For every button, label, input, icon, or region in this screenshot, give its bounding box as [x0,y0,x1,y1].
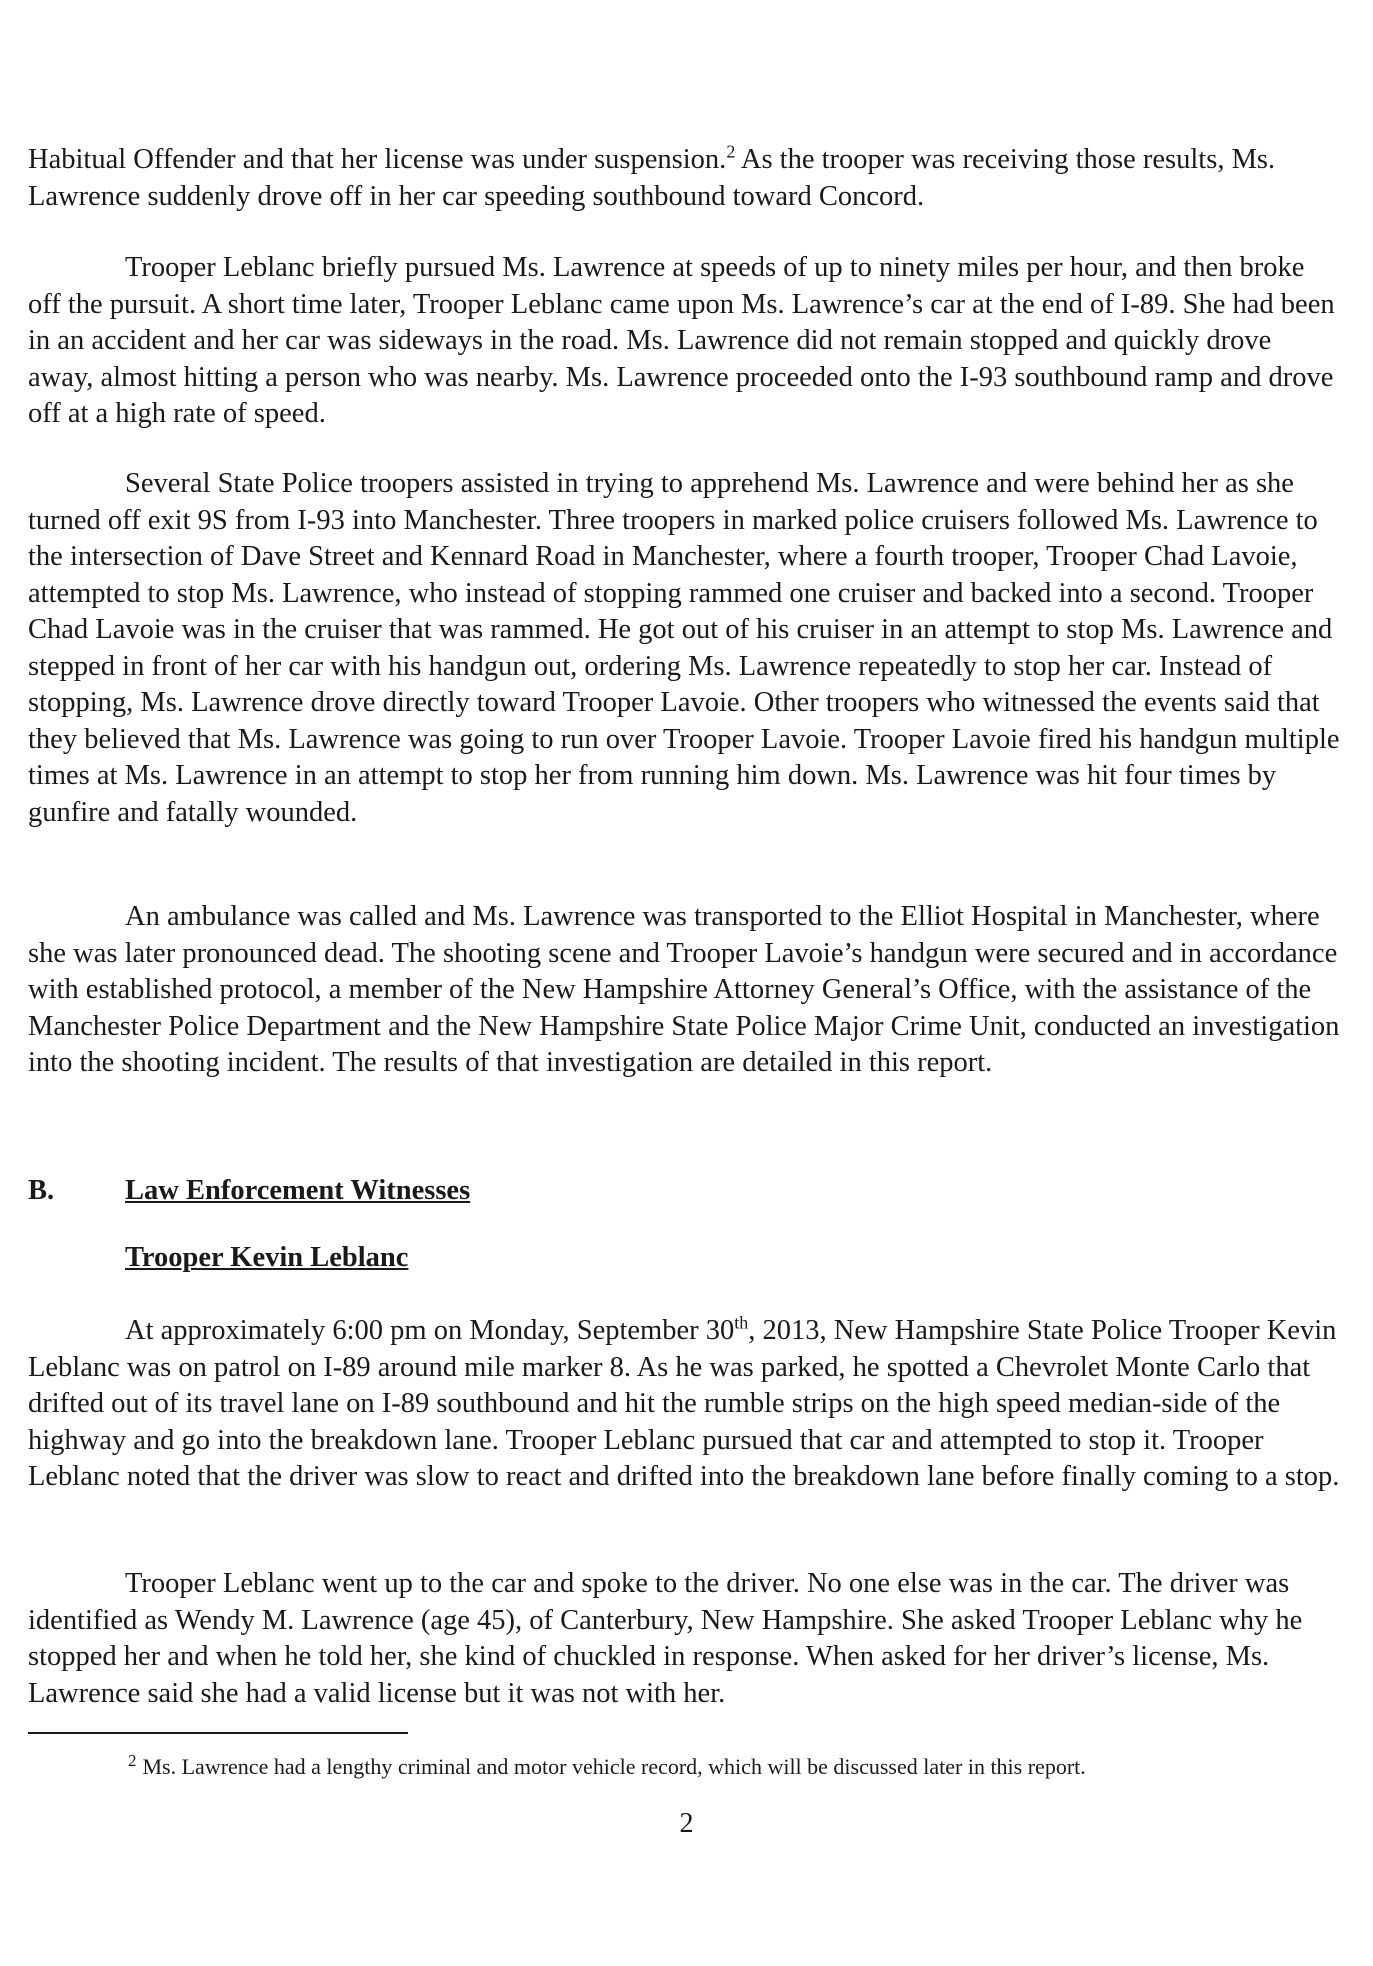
footnote-mark: 2 [128,1750,137,1770]
paragraph-apprehension: Several State Police troopers assisted in trying to apprehend Ms. Lawrence and were behind her as she turned off exit 9S from I-93 into Manchester. Three troopers in marked police cruisers followed Ms. Lawrence to the intersection of Dave Street and Kennard Road in Manchester, where a fourth trooper, Trooper Chad Lavoie, attempted to stop Ms. Lawrence, who instead of stopping rammed one cruiser and backed into a second. Trooper Chad Lavoie was in the cruiser that was rammed. He got out of his cruiser in an attempt to stop Ms. Lawrence and stepped in front of her car with his handgun out, ordering Ms. Lawrence repeatedly to stop her car. Instead of stopping, Ms. Lawrence drove directly toward Trooper Lavoie. Other troopers who witnessed the events said that they believed that Ms. Lawrence was going to run over Trooper Lavoie. Trooper Lavoie fired his handgun multiple times at Ms. Lawrence in an attempt to stop her from running him down. Ms. Lawrence was hit four times by gunfire and fatally wounded. [28,468,1340,828]
paragraph-habitual-offender [28,142,1340,215]
footnote-divider [28,1732,408,1734]
footnote [128,1752,1328,1782]
date-ordinal-suffix: th [734,1312,749,1333]
paragraph-1-text-start: Habitual Offender and that her license was under suspension. [28,144,727,175]
paragraph-driver-identified: Trooper Leblanc went up to the car and spoke to the driver. No one else was in the car. The driver was identified as Wendy M. Lawrence (age 45), of Canterbury, New Hampshire. She asked Trooper Leblanc why he stopped her and when he told her, she kind of chuckled in response. When asked for her driver’s license, Ms. Lawrence said she had a valid license but it was not with her. [28,1568,1303,1709]
footnote-text: Ms. Lawrence had a lengthy criminal and motor vehicle record, which will be discussed later in this report. [142,1754,1086,1779]
section-letter: B. [28,1175,55,1206]
paragraph-ambulance: An ambulance was called and Ms. Lawrence was transported to the Elliot Hospital in Manchester, where she was later pronounced dead. The shooting scene and Trooper Lavoie’s handgun were secured and in accordance with established protocol, a member of the New Hampshire Attorney General’s Office, with the assistance of the Manchester Police Department and the New Hampshire State Police Major Crime Unit, conducted an investigation into the shooting incident. The results of that investigation are detailed in this report. [28,901,1340,1078]
paragraph-patrol [28,1313,1340,1496]
paragraph-pursuit: Trooper Leblanc briefly pursued Ms. Lawrence at speeds of up to ninety miles per hour, and then broke off the pursuit. A short time later, Trooper Leblanc came upon Ms. Lawrence’s car at the end of I-89. She had been in an accident and her car was sideways in the road. Ms. Lawrence did not remain stopped and quickly drove away, almost hitting a person who was nearby. Ms. Lawrence proceeded onto the I-93 southbound ramp and drove off at a high rate of speed. [28,252,1335,429]
paragraph-5-text-end: , 2013, New Hampshire State Police Trooper Kevin Leblanc was on patrol on I-89 around mile marker 8. As he was parked, he spotted a Chevrolet Monte Carlo that drifted out of its travel lane on I-89 southbound and hit the rumble strips on the high speed median-side of the highway and go into the breakdown lane. Trooper Leblanc pursued that car and attempted to stop it. Trooper Leblanc noted that the driver was slow to react and drifted into the breakdown lane before finally coming to a stop. [28,1315,1340,1492]
section-title: Law Enforcement Witnesses [125,1175,471,1206]
paragraph-1-text-end: As the trooper was receiving those results, Ms. Lawrence suddenly drove off in her car speeding southbound toward Concord. [28,144,1276,212]
page-number: 2 [679,1808,694,1839]
footnote-reference[interactable]: 2 [726,141,736,162]
paragraph-5-text-start: At approximately 6:00 pm on Monday, September 30 [125,1315,735,1346]
witness-subheading: Trooper Kevin Leblanc [125,1242,409,1273]
